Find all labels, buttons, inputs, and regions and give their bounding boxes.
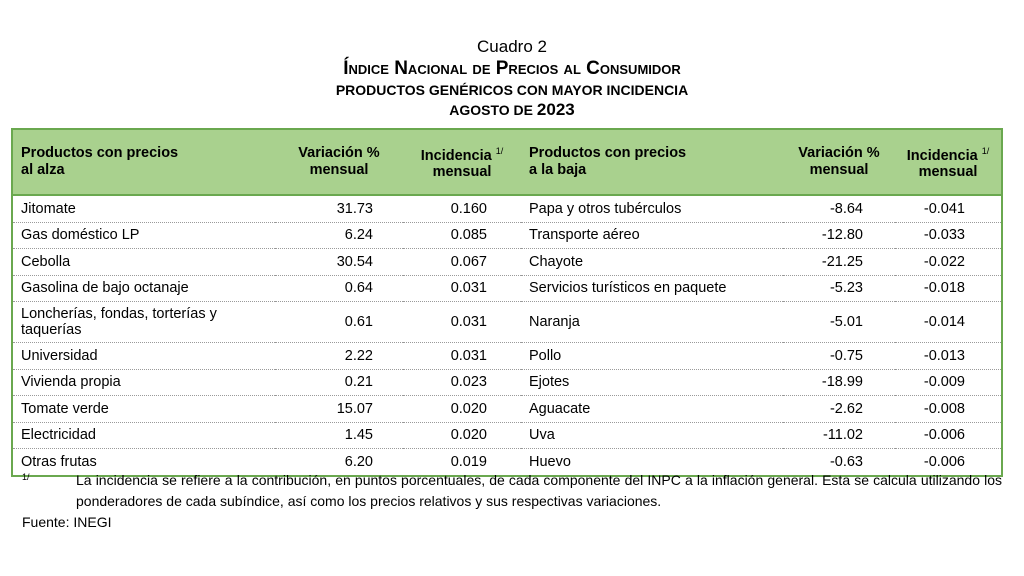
table-number: Cuadro 2 (477, 37, 547, 56)
table-row (13, 195, 1001, 222)
down-incidence-cell: -0.009 (895, 369, 1001, 396)
down-product-cell: Huevo (529, 453, 571, 470)
up-incidence-cell: 0.031 (403, 302, 521, 343)
up-product-cell: Tomate verde (13, 396, 275, 423)
table-date (0, 100, 1024, 120)
down-product-cell: Uva (521, 422, 783, 449)
up-variation-cell: 0.61 (275, 302, 403, 343)
down-product-cell: Aguacate (521, 396, 783, 423)
col-header-down-product: Productos con precios a la baja (521, 130, 783, 195)
footnote-text: La incidencia se refiere a la contribución, en puntos porcentuales, de cada componente del INPC a la inflación general. Esta se calcula utilizando los ponderadores de cada subíndice, así como los precios relativos y sus respectivas variaciones. (76, 472, 1002, 509)
footnote-mark: 1/ (22, 472, 30, 482)
incidence-table-container (11, 128, 1003, 477)
up-variation-cell: 6.24 (275, 222, 403, 249)
footnote-ref: 1/ (981, 145, 990, 156)
down-incidence-cell: -0.008 (895, 396, 1001, 423)
date-year: 2023 (536, 100, 575, 119)
up-product-cell: Gas doméstico LP (13, 222, 275, 249)
down-product-cell: Papa y otros tubérculos (521, 195, 783, 222)
up-incidence-cell: 0.031 (403, 343, 521, 370)
up-variation-cell: 1.45 (275, 422, 403, 449)
down-incidence-cell: -0.014 (895, 302, 1001, 343)
up-incidence-cell: 0.020 (403, 422, 521, 449)
col-header-up-variation: Variación % mensual (275, 130, 403, 195)
up-product-cell: Vivienda propia (13, 369, 275, 396)
table-title: Índice Nacional de Precios al Consumidor (343, 58, 681, 79)
down-incidence-cell: -0.041 (895, 195, 1001, 222)
up-variation-cell: 2.22 (275, 343, 403, 370)
date-prefix: AGOSTO DE (449, 102, 537, 118)
up-incidence-cell: 0.085 (403, 222, 521, 249)
up-product-cell: Jitomate (13, 195, 275, 222)
up-product-cell: Cebolla (13, 249, 275, 276)
table-header (0, 36, 1024, 120)
up-incidence-cell: 0.160 (403, 195, 521, 222)
col-header-up-product: Productos con precios al alza (13, 130, 275, 195)
down-variation-cell: -5.23 (783, 275, 895, 302)
down-variation-cell: -12.80 (783, 222, 895, 249)
source-note: Fuente: INEGI (22, 514, 112, 530)
down-variation-cell: -5.01 (783, 302, 895, 343)
up-variation-cell: 0.64 (275, 275, 403, 302)
table-row (13, 343, 1001, 370)
footnote-ref: 1/ (495, 145, 504, 156)
down-product-cell: Naranja (521, 302, 783, 343)
down-product-cell: Transporte aéreo (521, 222, 783, 249)
down-variation-cell: -18.99 (783, 369, 895, 396)
table-row (13, 422, 1001, 449)
up-product-cell: Electricidad (13, 422, 275, 449)
up-product-cell: Universidad (13, 343, 275, 370)
up-product-cell: Gasolina de bajo octanaje (13, 275, 275, 302)
down-incidence-cell: -0.033 (895, 222, 1001, 249)
up-product-cell: Otras frutas (21, 453, 97, 470)
down-product-cell: Servicios turísticos en paquete (521, 275, 783, 302)
up-incidence-cell: 0.023 (403, 369, 521, 396)
up-product-cell: Loncherías, fondas, torterías y taquerías (13, 302, 275, 343)
up-variation-cell: 6.20 (344, 453, 373, 470)
table-subtitle: PRODUCTOS GENÉRICOS CON MAYOR INCIDENCIA (335, 82, 689, 98)
table-row (13, 396, 1001, 423)
down-product-cell: Chayote (521, 249, 783, 276)
down-variation-cell: -0.63 (829, 453, 863, 470)
down-variation-cell: -2.62 (783, 396, 895, 423)
down-variation-cell: -21.25 (783, 249, 895, 276)
down-incidence-cell: -0.013 (895, 343, 1001, 370)
up-variation-cell: 15.07 (275, 396, 403, 423)
up-incidence-cell: 0.067 (403, 249, 521, 276)
col-header-down-variation: Variación % mensual (783, 130, 895, 195)
table-row (13, 275, 1001, 302)
down-product-cell: Pollo (521, 343, 783, 370)
down-incidence-cell: -0.018 (895, 275, 1001, 302)
col-header-up-incidence: Incidencia $^{1/}$ mensual (403, 130, 521, 195)
table-row (13, 369, 1001, 396)
down-variation-cell: -8.64 (783, 195, 895, 222)
incidence-table (13, 130, 1001, 475)
table-header-row (13, 130, 1001, 195)
up-incidence-cell: 0.031 (403, 275, 521, 302)
up-variation-cell: 31.73 (275, 195, 403, 222)
down-incidence-cell: -0.022 (895, 249, 1001, 276)
table-row (13, 302, 1001, 343)
col-header-down-incidence: Incidencia $^{1/}$ mensual (895, 130, 1001, 195)
up-variation-cell: 0.21 (275, 369, 403, 396)
table-row (13, 222, 1001, 249)
table-row (13, 249, 1001, 276)
up-incidence-cell: 0.019 (450, 453, 487, 470)
down-incidence-cell: -0.006 (923, 453, 965, 470)
down-variation-cell: -0.75 (783, 343, 895, 370)
up-variation-cell: 30.54 (275, 249, 403, 276)
down-variation-cell: -11.02 (783, 422, 895, 449)
footnote (22, 470, 1002, 512)
down-incidence-cell: -0.006 (895, 422, 1001, 449)
down-product-cell: Ejotes (521, 369, 783, 396)
up-incidence-cell: 0.020 (403, 396, 521, 423)
